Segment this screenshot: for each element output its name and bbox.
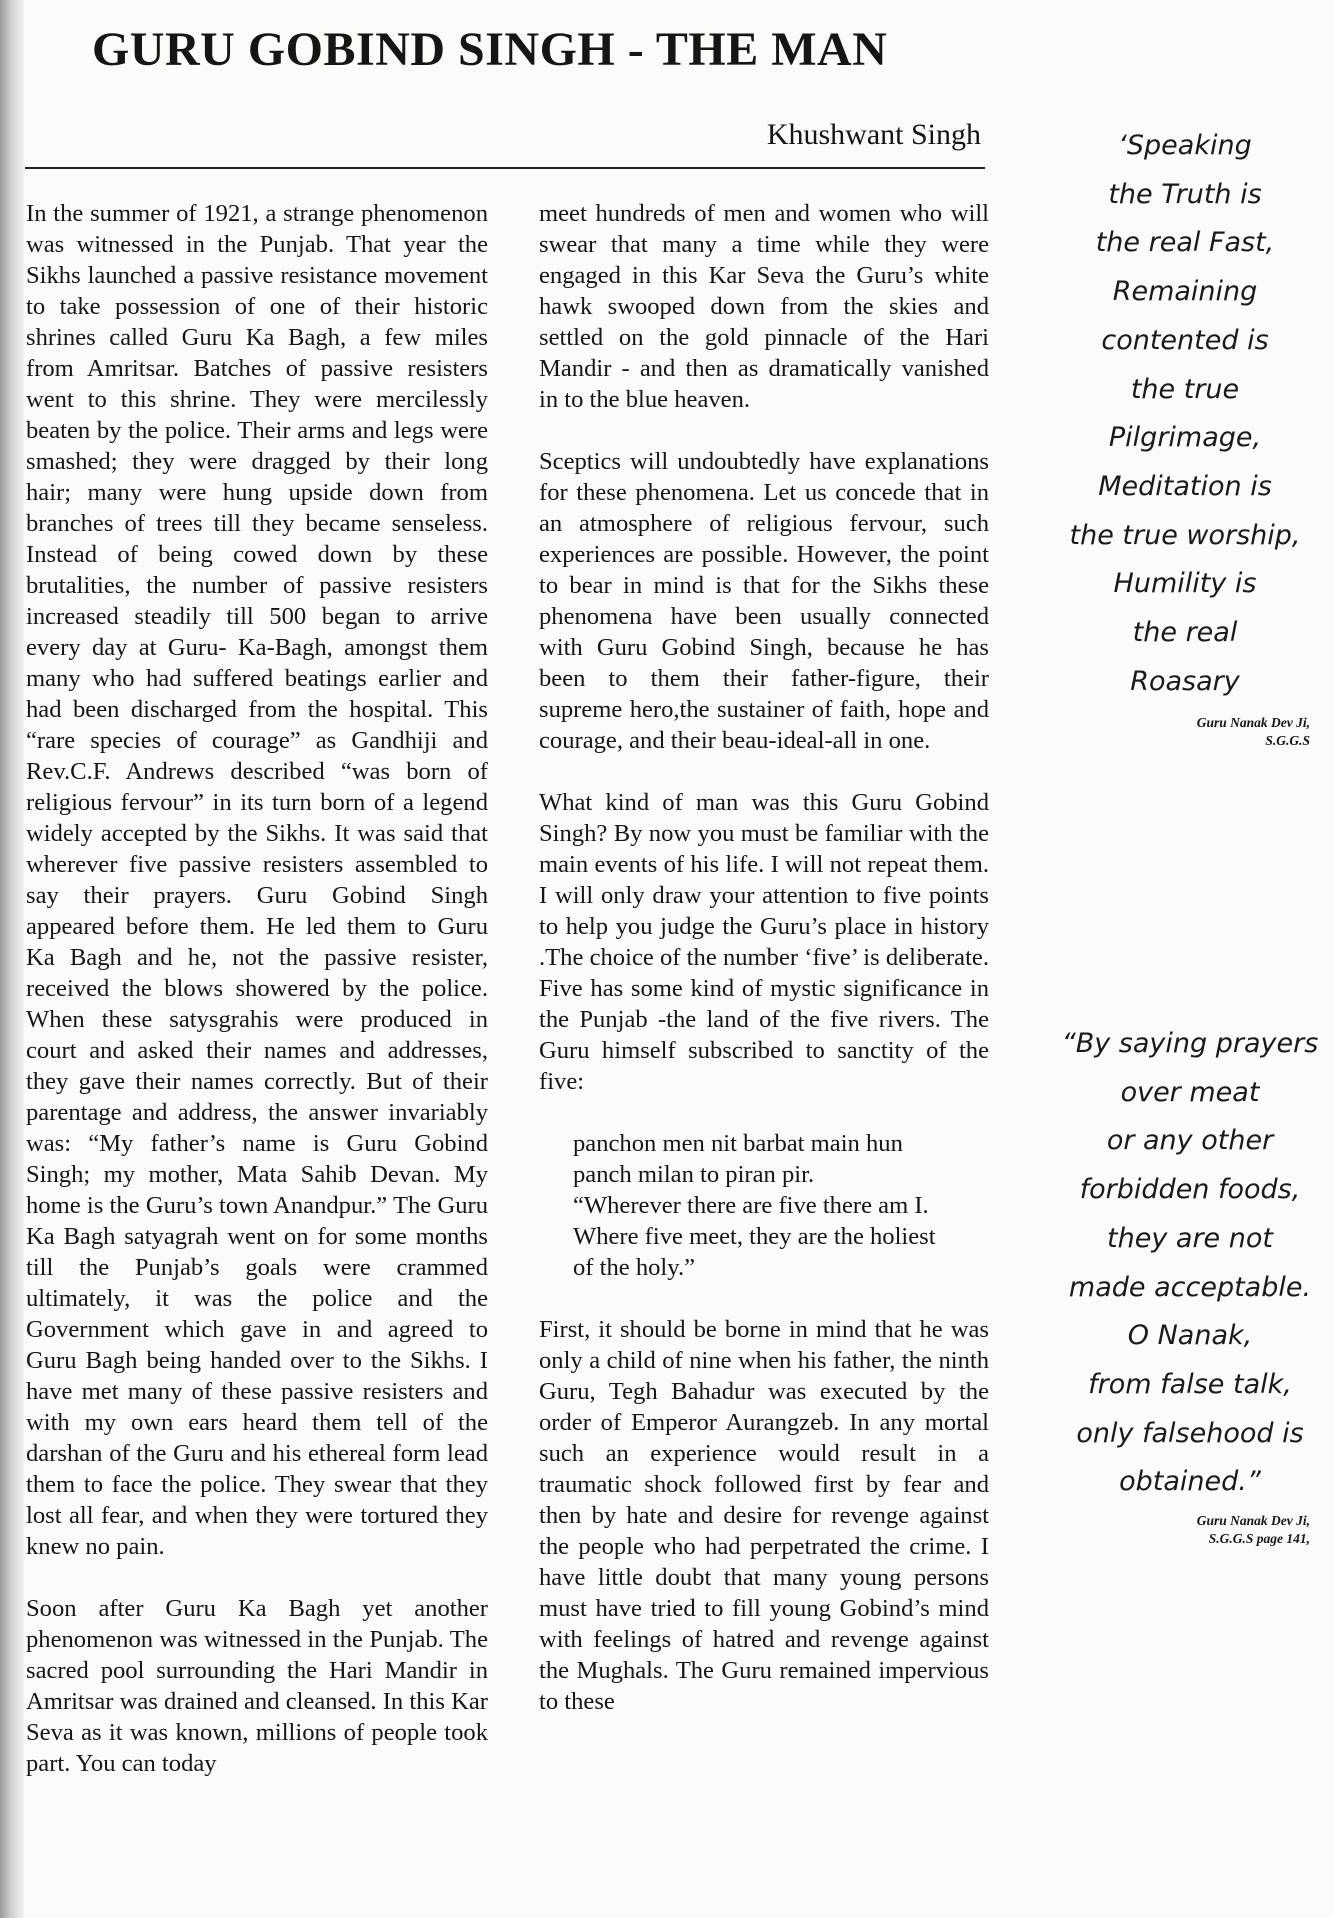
quote-line: Humility is — [1113, 568, 1257, 600]
sidebar-quote-truth — [1035, 122, 1333, 706]
quote-line: the true worship, — [1069, 519, 1301, 551]
quote-line: or any other — [1106, 1125, 1274, 1157]
quote-line: the real Fast, — [1095, 227, 1275, 259]
attribution-line: Guru Nanak Dev Ji, — [1196, 715, 1310, 730]
verse-line: panch milan to piran pir. — [573, 1161, 815, 1188]
left-column — [26, 198, 488, 1810]
article-author: Khushwant Singh — [766, 118, 981, 151]
quote-attribution — [1100, 1512, 1310, 1548]
quote-line: Meditation is — [1098, 470, 1272, 502]
quote-line: obtained.” — [1119, 1466, 1261, 1498]
quote-line: ‘Speaking — [1118, 130, 1252, 161]
attribution-line: S.G.G.S — [1265, 733, 1310, 748]
paragraph: In the summer of 1921, a strange phenomenon was witnessed in the Punjab. That year the Sikhs launched a passive resistance movement to take possession of one of their historic shrines called Guru Ka Bagh, a few miles from Amritsar. Batches of passive resisters went to this shrine. They were mercilessly beaten by the police. Their arms and legs were smashed; they were dragged by their long hair; many were hung upside down from branches of trees till they became senseless. Instead of being cowed down by these brutalities, the number of passive resisters increased steadily till 500 began to arrive every day at Guru- Ka-Bagh, amongst them many who had suffered beatings earlier and had been discharged from the hospital. This “rare species of courage” as Gandhiji and Rev.C.F. Andrews described “was born of religious fervour” in its turn born of a legend widely accepted by the Sikhs. It was said that wherever five passive resisters assembled to say their prayers. Guru Gobind Singh appeared before them. He led them to Guru Ka Bagh and he, not the passive resister, received the blows showered by the police. When these satysgrahis were produced in court and asked their names and addresses, they gave their names correctly. But of their parentage and address, the answer invariably was: “My father’s name is Guru Gobind Singh; my mother, Mata Sahib Devan. My home is the Guru’s town Anandpur.” The Guru Ka Bagh satyagrah went on for some months till the Punjab’s goals were crammed ultimately, it was the police and the Government which gave in and agreed to Guru Bagh being handed over to the Sikhs. I have met many of these passive resisters and with my own ears heard them tell of the darshan of the Guru and his ethereal form lead them to face the police. They swear that they lost all fear, and when they were tortured they knew no pain. — [26, 200, 488, 1560]
sidebar-quote-prayers — [1040, 1020, 1333, 1507]
article-title: GURU GOBIND SINGH - THE MAN — [92, 23, 888, 76]
quote-line: only falsehood is — [1076, 1417, 1304, 1449]
quote-attribution — [1120, 714, 1310, 750]
quote-line: the Truth is — [1108, 178, 1262, 210]
attribution-line: S.G.G.S page 141, — [1208, 1531, 1310, 1546]
quote-line: the real — [1132, 617, 1238, 649]
quote-line: they are not — [1107, 1222, 1273, 1254]
verse-line: “Wherever there are five there am I. — [573, 1192, 929, 1219]
quote-line: forbidden foods, — [1079, 1174, 1301, 1206]
paragraph: Sceptics will undoubtedly have explanations for these phenomena. Let us concede that in an atmosphere of religious fervour, such experiences are possible. However, the point to bear in mind is that for the Sikhs these phenomena have been usually connected with Guru Gobind Singh, because he has been to them their father-figure, their supreme hero,the sustainer of faith, hope and courage, and their beau-ideal-all in one. — [539, 448, 989, 754]
middle-column — [539, 198, 989, 1748]
attribution-line: Guru Nanak Dev Ji, — [1196, 1513, 1310, 1528]
quote-line: O Nanak, — [1127, 1320, 1253, 1352]
quote-line: Remaining — [1112, 276, 1258, 308]
verse-quote — [539, 1128, 989, 1283]
paragraph: First, it should be borne in mind that he was only a child of nine when his father, the ninth Guru, Tegh Bahadur was executed by the order of Emperor Aurangzeb. In any mortal such an experience would result in a traumatic shock followed first by fear and then by hate and desire for revenge against the people who had perpetrated the crime. I have little doubt that many young persons must have tried to fill young Gobind’s mind with feelings of hatred and revenge against the Mughals. The Guru remained impervious to these — [539, 1316, 989, 1715]
paragraph: What kind of man was this Guru Gobind Singh? By now you must be familiar with the main events of his life. I will not repeat them. I will only draw your attention to five points to help you judge the Guru’s place in history .The choice of the number ‘five’ is deliberate. Five has some kind of mystic significance in the Punjab -the land of the five rivers. The Guru himself subscribed to sanctity of the five: — [539, 789, 989, 1095]
scanned-page-edge — [0, 0, 24, 1918]
quote-line: Pilgrimage, — [1108, 422, 1262, 454]
header-divider — [25, 167, 985, 169]
paragraph: meet hundreds of men and women who will swear that many a time while they were engaged in this Kar Seva the Guru’s white hawk swooped down from the skies and settled on the gold pinnacle of the Hari Mandir - and then as dramatically vanished in to the blue heaven. — [539, 200, 989, 413]
quote-line: made acceptable. — [1068, 1271, 1312, 1303]
verse-line: Where five meet, they are the holiest — [573, 1223, 936, 1250]
quote-line: over meat — [1120, 1076, 1260, 1108]
quote-line: “By saying prayers — [1061, 1028, 1319, 1059]
quote-line: the true — [1130, 373, 1240, 405]
quote-line: contented is — [1101, 324, 1269, 356]
quote-line: from false talk, — [1088, 1368, 1292, 1400]
verse-line: panchon men nit barbat main hun — [573, 1130, 903, 1157]
paragraph: Soon after Guru Ka Bagh yet another phenomenon was witnessed in the Punjab. The sacred pool surrounding the Hari Mandir in Amritsar was drained and cleansed. In this Kar Seva as it was known, millions of people took part. You can today — [26, 1595, 488, 1777]
verse-line: of the holy.” — [573, 1254, 696, 1281]
quote-line: Roasary — [1130, 665, 1240, 697]
